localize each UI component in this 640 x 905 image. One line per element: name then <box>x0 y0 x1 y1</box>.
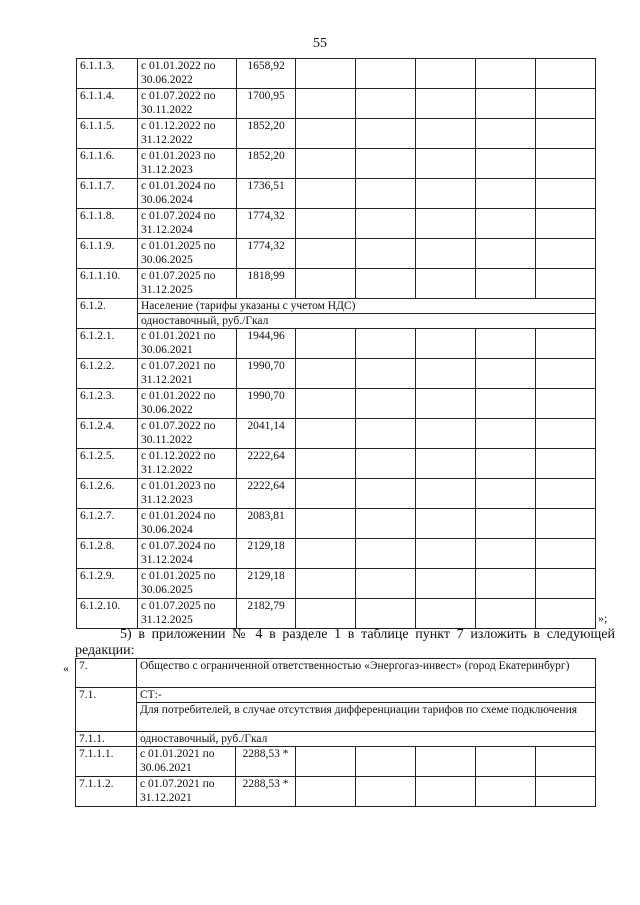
empty-cell <box>536 539 596 569</box>
row-num: 6.1.1.10. <box>77 269 138 299</box>
empty-cell <box>296 389 356 419</box>
row-period: с 01.07.2022 по 30.11.2022 <box>138 89 237 119</box>
table-row <box>77 179 596 209</box>
row-period: с 01.07.2025 по 31.12.2025 <box>138 269 237 299</box>
empty-cell <box>536 389 596 419</box>
empty-cell <box>476 389 536 419</box>
empty-cell <box>416 539 476 569</box>
table-row <box>77 569 596 599</box>
row-period: с 01.01.2025 по 30.06.2025 <box>138 569 237 599</box>
empty-cell <box>536 359 596 389</box>
row-period: с 01.01.2023 по 31.12.2023 <box>138 149 237 179</box>
consumers-label: Для потребителей, в случае отсутствия дифференциации тарифов по схеме подключения <box>137 703 596 732</box>
empty-cell <box>476 569 536 599</box>
table-row <box>77 539 596 569</box>
empty-cell <box>416 239 476 269</box>
empty-cell <box>476 59 536 89</box>
empty-cell <box>416 479 476 509</box>
empty-cell <box>296 59 356 89</box>
table-row <box>76 777 596 807</box>
empty-cell <box>296 329 356 359</box>
row-period: с 01.07.2024 по 31.12.2024 <box>138 209 237 239</box>
row-value: 2288,53 * <box>236 747 296 777</box>
empty-cell <box>536 599 596 629</box>
empty-cell <box>536 209 596 239</box>
row-value: 1774,32 <box>237 209 296 239</box>
empty-cell <box>296 449 356 479</box>
row-value: 1700,95 <box>237 89 296 119</box>
row-num: 6.1.2.4. <box>77 419 138 449</box>
opening-quote: « <box>63 661 69 675</box>
empty-cell <box>536 509 596 539</box>
row-num: 6.1.2.10. <box>77 599 138 629</box>
empty-cell <box>356 479 416 509</box>
table-row <box>77 479 596 509</box>
row-value: 2083,81 <box>237 509 296 539</box>
table-row <box>77 269 596 299</box>
empty-cell <box>476 777 536 807</box>
empty-cell <box>356 509 416 539</box>
section-row <box>77 299 596 314</box>
row-value: 1736,51 <box>237 179 296 209</box>
empty-cell <box>476 239 536 269</box>
closing-quote: »; <box>598 611 608 625</box>
empty-cell <box>296 119 356 149</box>
empty-cell <box>296 539 356 569</box>
empty-cell <box>356 179 416 209</box>
empty-cell <box>416 449 476 479</box>
row-value: 1944,96 <box>237 329 296 359</box>
row-num: 7.1.1.1. <box>76 747 137 777</box>
row-period: с 01.07.2025 по 31.12.2025 <box>138 599 237 629</box>
empty-cell <box>476 419 536 449</box>
empty-cell <box>476 599 536 629</box>
unit-row <box>77 314 596 329</box>
empty-cell <box>416 119 476 149</box>
sub-num: 7.1. <box>76 688 137 732</box>
empty-cell <box>356 359 416 389</box>
empty-cell <box>356 209 416 239</box>
empty-cell <box>476 269 536 299</box>
empty-cell <box>296 479 356 509</box>
empty-cell <box>416 149 476 179</box>
row-period: с 01.01.2023 по 31.12.2023 <box>138 479 237 509</box>
sub-row <box>76 688 596 703</box>
empty-cell <box>536 449 596 479</box>
row-period: с 01.01.2025 по 30.06.2025 <box>138 239 237 269</box>
empty-cell <box>296 569 356 599</box>
empty-cell <box>536 777 596 807</box>
row-num: 6.1.1.9. <box>77 239 138 269</box>
empty-cell <box>536 569 596 599</box>
empty-cell <box>476 119 536 149</box>
row-num: 6.1.2.7. <box>77 509 138 539</box>
empty-cell <box>356 539 416 569</box>
empty-cell <box>476 539 536 569</box>
row-num: 6.1.2.8. <box>77 539 138 569</box>
row-value: 1852,20 <box>237 149 296 179</box>
empty-cell <box>296 209 356 239</box>
empty-cell <box>536 89 596 119</box>
empty-cell <box>296 509 356 539</box>
empty-cell <box>416 359 476 389</box>
empty-cell <box>416 179 476 209</box>
empty-cell <box>296 239 356 269</box>
row-value: 2288,53 * <box>236 777 296 807</box>
row-num: 6.1.2.9. <box>77 569 138 599</box>
section-num: 6.1.2. <box>77 299 138 329</box>
row-period: с 01.01.2022 по 30.06.2022 <box>138 59 237 89</box>
empty-cell <box>416 59 476 89</box>
empty-cell <box>356 747 416 777</box>
empty-cell <box>296 599 356 629</box>
empty-cell <box>536 239 596 269</box>
empty-cell <box>356 119 416 149</box>
row-num: 6.1.2.3. <box>77 389 138 419</box>
org-num: 7. <box>76 659 137 688</box>
unit-row <box>76 732 596 747</box>
empty-cell <box>416 747 476 777</box>
table-row <box>77 599 596 629</box>
unit-num: 7.1.1. <box>76 732 137 747</box>
table-row <box>77 89 596 119</box>
empty-cell <box>356 389 416 419</box>
row-num: 6.1.1.6. <box>77 149 138 179</box>
row-num: 6.1.2.6. <box>77 479 138 509</box>
empty-cell <box>416 389 476 419</box>
empty-cell <box>536 747 596 777</box>
row-period: с 01.01.2021 по 30.06.2021 <box>137 747 236 777</box>
empty-cell <box>356 569 416 599</box>
row-period: с 01.01.2024 по 30.06.2024 <box>138 509 237 539</box>
row-num: 7.1.1.2. <box>76 777 137 807</box>
row-value: 2222,64 <box>237 479 296 509</box>
empty-cell <box>476 509 536 539</box>
table-row <box>77 329 596 359</box>
empty-cell <box>296 747 356 777</box>
empty-cell <box>356 329 416 359</box>
unit-label: одноставочный, руб./Гкал <box>137 732 596 747</box>
tariff-table-2 <box>75 658 596 807</box>
empty-cell <box>356 419 416 449</box>
empty-cell <box>416 569 476 599</box>
empty-cell <box>356 59 416 89</box>
table-row <box>77 209 596 239</box>
empty-cell <box>416 599 476 629</box>
row-value: 2129,18 <box>237 569 296 599</box>
row-value: 1990,70 <box>237 389 296 419</box>
empty-cell <box>536 59 596 89</box>
empty-cell <box>356 149 416 179</box>
row-value: 1818,99 <box>237 269 296 299</box>
row-period: с 01.07.2022 по 30.11.2022 <box>138 419 237 449</box>
empty-cell <box>476 747 536 777</box>
row-value: 1774,32 <box>237 239 296 269</box>
row-num: 6.1.1.5. <box>77 119 138 149</box>
empty-cell <box>536 329 596 359</box>
empty-cell <box>476 479 536 509</box>
empty-cell <box>416 269 476 299</box>
org-name: Общество с ограниченной ответственностью «Энергогаз-инвест» (город Екатеринбург) <box>137 659 596 688</box>
row-value: 1852,20 <box>237 119 296 149</box>
amendment-paragraph: 5) в приложении № 4 в разделе 1 в таблице пункт 7 изложить в следующей редакции: <box>75 627 615 658</box>
empty-cell <box>536 119 596 149</box>
empty-cell <box>476 149 536 179</box>
tariff-table <box>76 58 596 629</box>
empty-cell <box>296 777 356 807</box>
table-row <box>77 389 596 419</box>
row-num: 6.1.2.1. <box>77 329 138 359</box>
empty-cell <box>416 329 476 359</box>
empty-cell <box>416 777 476 807</box>
empty-cell <box>536 269 596 299</box>
row-value: 1658,92 <box>237 59 296 89</box>
empty-cell <box>536 479 596 509</box>
empty-cell <box>296 179 356 209</box>
empty-cell <box>476 209 536 239</box>
empty-cell <box>476 359 536 389</box>
empty-cell <box>536 179 596 209</box>
row-num: 6.1.2.5. <box>77 449 138 479</box>
row-value: 2041,14 <box>237 419 296 449</box>
empty-cell <box>296 359 356 389</box>
empty-cell <box>296 89 356 119</box>
page-number: 55 <box>313 36 327 51</box>
row-value: 2182,79 <box>237 599 296 629</box>
empty-cell <box>536 419 596 449</box>
row-value: 2129,18 <box>237 539 296 569</box>
empty-cell <box>296 149 356 179</box>
row-period: с 01.07.2021 по 31.12.2021 <box>137 777 236 807</box>
empty-cell <box>476 449 536 479</box>
empty-cell <box>356 599 416 629</box>
row-period: с 01.01.2024 по 30.06.2024 <box>138 179 237 209</box>
empty-cell <box>356 89 416 119</box>
empty-cell <box>356 269 416 299</box>
row-period: с 01.07.2021 по 31.12.2021 <box>138 359 237 389</box>
row-value: 2222,64 <box>237 449 296 479</box>
empty-cell <box>296 419 356 449</box>
row-num: 6.1.1.3. <box>77 59 138 89</box>
table-row <box>77 449 596 479</box>
empty-cell <box>476 179 536 209</box>
row-period: с 01.01.2022 по 30.06.2022 <box>138 389 237 419</box>
empty-cell <box>476 89 536 119</box>
empty-cell <box>476 329 536 359</box>
row-num: 6.1.2.2. <box>77 359 138 389</box>
empty-cell <box>356 777 416 807</box>
row-value: 1990,70 <box>237 359 296 389</box>
table-row <box>77 359 596 389</box>
table-row <box>77 119 596 149</box>
section-title: Население (тарифы указаны с учетом НДС) <box>138 299 596 314</box>
table-row <box>76 747 596 777</box>
row-num: 6.1.1.8. <box>77 209 138 239</box>
empty-cell <box>356 449 416 479</box>
empty-cell <box>356 239 416 269</box>
table-row <box>77 239 596 269</box>
unit-label: одноставочный, руб./Гкал <box>138 314 596 329</box>
row-period: с 01.07.2024 по 31.12.2024 <box>138 539 237 569</box>
consumers-row <box>76 703 596 732</box>
table-row <box>77 59 596 89</box>
sub-label: СТ:- <box>137 688 596 703</box>
empty-cell <box>536 149 596 179</box>
empty-cell <box>416 419 476 449</box>
empty-cell <box>416 509 476 539</box>
row-num: 6.1.1.7. <box>77 179 138 209</box>
row-period: с 01.01.2021 по 30.06.2021 <box>138 329 237 359</box>
table-row <box>77 419 596 449</box>
row-period: с 01.12.2022 по 31.12.2022 <box>138 119 237 149</box>
table-row <box>77 149 596 179</box>
org-row <box>76 659 596 688</box>
empty-cell <box>416 209 476 239</box>
row-num: 6.1.1.4. <box>77 89 138 119</box>
empty-cell <box>416 89 476 119</box>
empty-cell <box>296 269 356 299</box>
table-row <box>77 509 596 539</box>
row-period: с 01.12.2022 по 31.12.2022 <box>138 449 237 479</box>
